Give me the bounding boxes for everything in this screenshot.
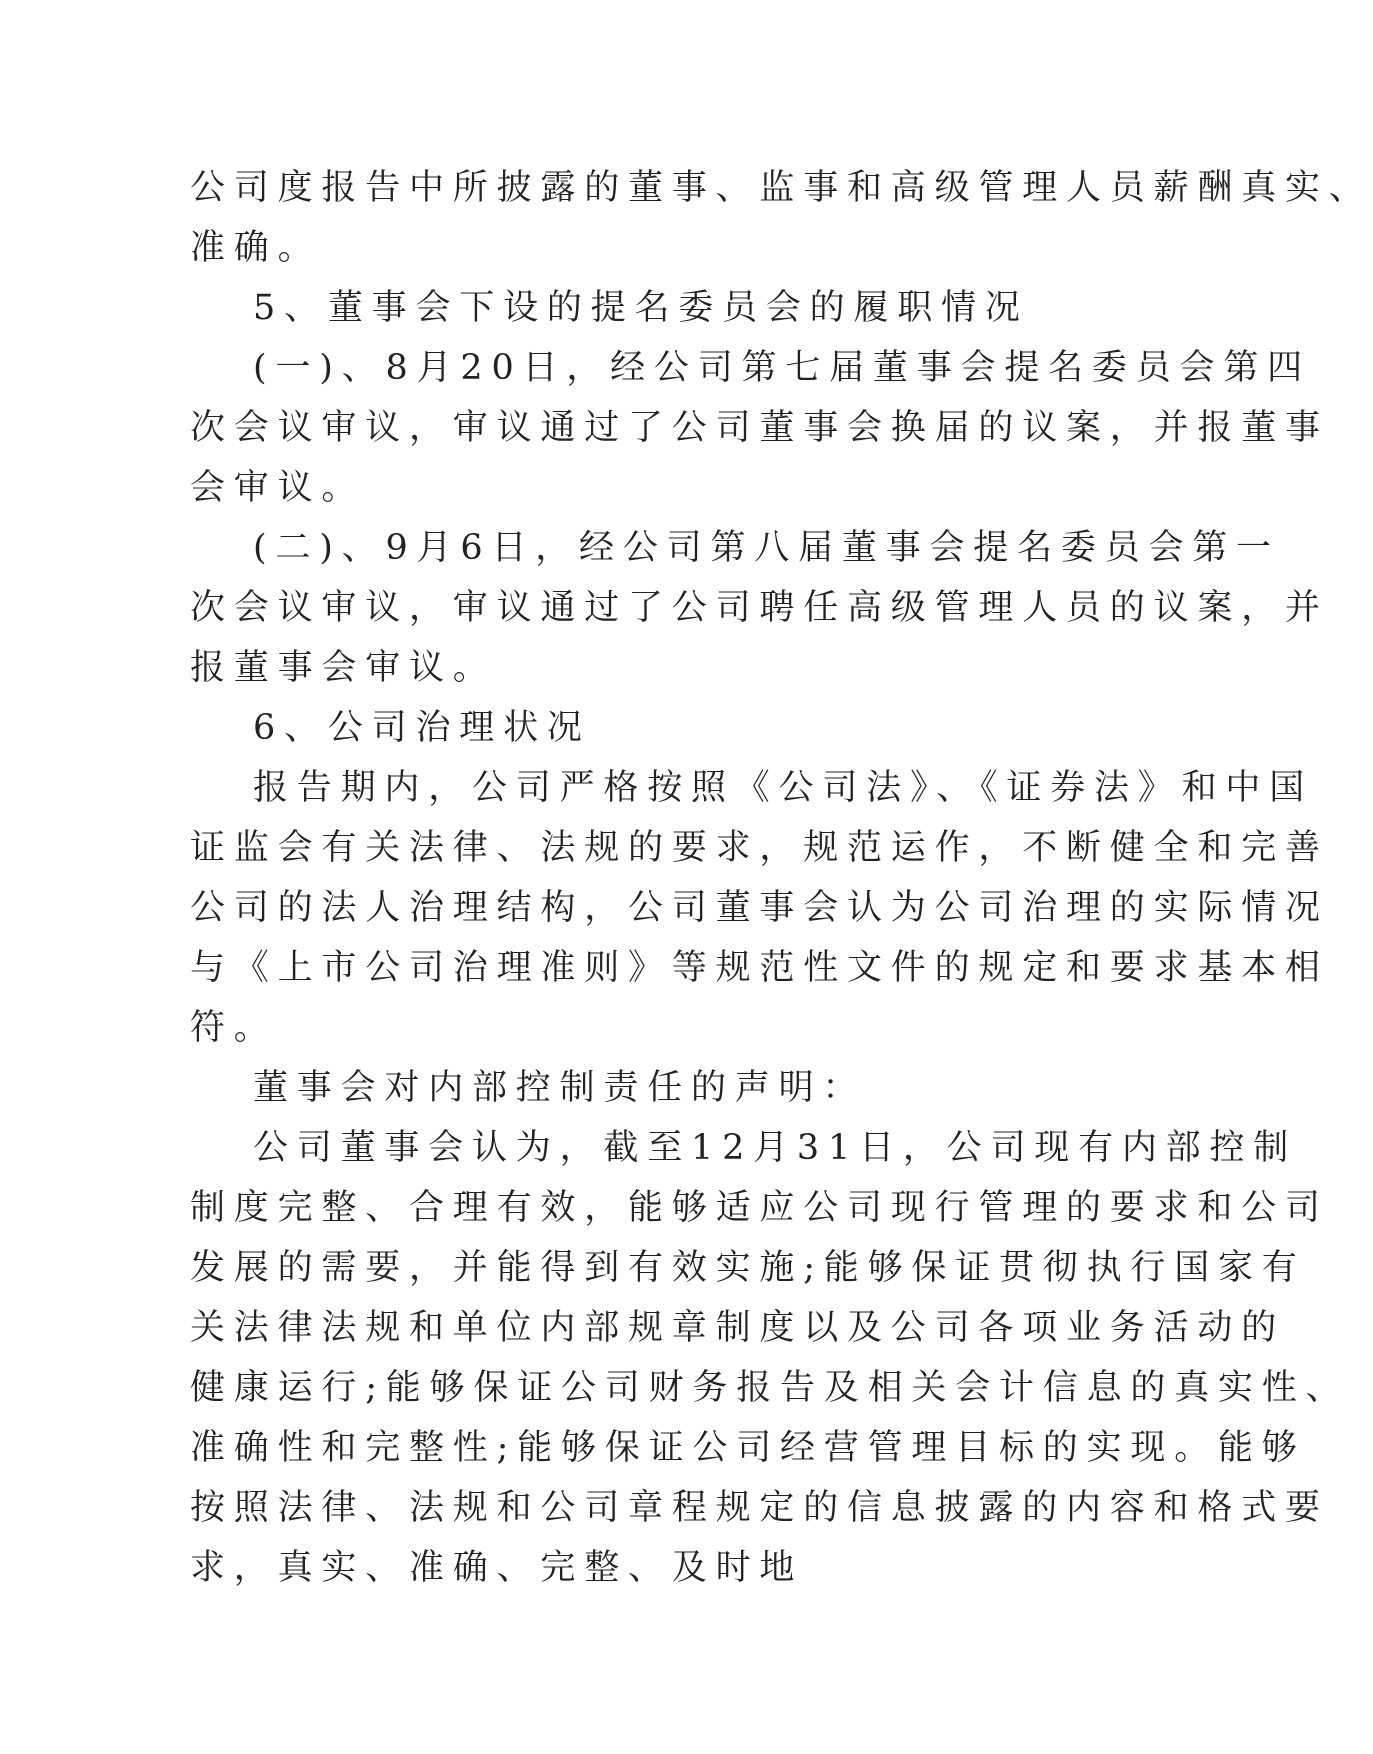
section-heading: 6、公司治理状况 (253, 708, 591, 748)
text-line: 准确。 (190, 228, 322, 268)
text-line: 符。 (190, 1008, 278, 1048)
text-line: 会审议。 (190, 468, 366, 508)
text-line: 公司的法人治理结构，公司董事会认为公司治理的实际情况 (190, 888, 1329, 928)
text-line: 制度完整、合理有效，能够适应公司现行管理的要求和公司 (190, 1188, 1329, 1228)
text-line: (二)、9月6日，经公司第八届董事会提名委员会第一 (253, 528, 1280, 568)
text-line: 证监会有关法律、法规的要求，规范运作，不断健全和完善 (190, 828, 1329, 868)
text-line: 报告期内，公司严格按照《公司法》、《证券法》和中国 (253, 768, 1314, 808)
text-line: 次会议审议，审议通过了公司聘任高级管理人员的议案，并 (190, 588, 1329, 628)
text-line: 报董事会审议。 (190, 648, 497, 688)
text-line: 与《上市公司治理准则》等规范性文件的规定和要求基本相 (190, 948, 1329, 988)
text-line: (一)、8月20日，经公司第七届董事会提名委员会第四 (253, 348, 1311, 388)
text-line: 健康运行;能够保证公司财务报告及相关会计信息的真实性、 (190, 1368, 1350, 1408)
text-line: 准确性和完整性;能够保证公司经营管理目标的实现。能够 (190, 1428, 1306, 1468)
text-line: 按照法律、法规和公司章程规定的信息披露的内容和格式要 (190, 1488, 1329, 1528)
text-line: 公司董事会认为，截至12月31日，公司现有内部控制 (253, 1128, 1298, 1168)
text-line: 求，真实、准确、完整、及时地 (190, 1548, 804, 1588)
section-heading: 5、董事会下设的提名委员会的履职情况 (253, 288, 1029, 328)
text-line: 公司度报告中所披露的董事、监事和高级管理人员薪酬真实、 (190, 168, 1373, 208)
text-line: 董事会对内部控制责任的声明： (253, 1068, 867, 1108)
text-line: 次会议审议，审议通过了公司董事会换届的议案，并报董事 (190, 408, 1329, 448)
text-line: 关法律法规和单位内部规章制度以及公司各项业务活动的 (190, 1308, 1286, 1348)
text-line: 发展的需要，并能得到有效实施;能够保证贯彻执行国家有 (190, 1248, 1306, 1288)
